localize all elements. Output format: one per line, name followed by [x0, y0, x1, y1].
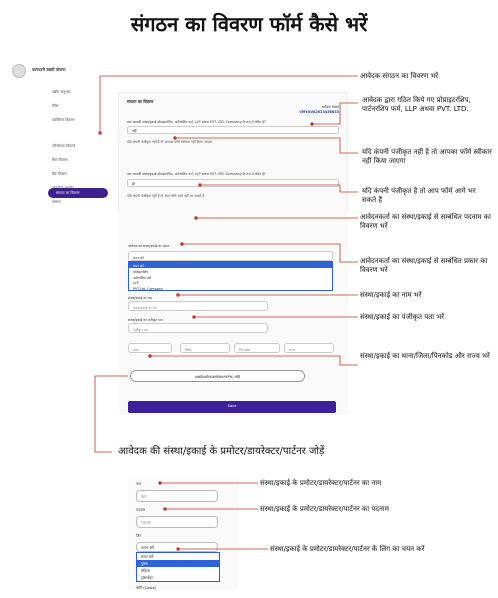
annotation-not-registered: यदि कंपनी पंजीकृत नहीं है तो आपका फॉर्म स्वीकार नहीं किया जाएगा — [362, 148, 492, 165]
annotation-promoter-designation: संस्था/इकाई के प्रमोटर/डायरेक्टर/पार्टनर का पदनाम — [260, 505, 389, 513]
entity-type-option[interactable]: पार्टनरशिप फर्म — [133, 276, 152, 280]
entity-type-option[interactable]: चयन करें — [129, 262, 332, 268]
entity-type-option[interactable]: प्रोप्राइटरशिप — [133, 270, 149, 274]
entity-type-option[interactable]: LLP — [133, 281, 139, 285]
entity-type-select[interactable]: चयन करें — [128, 251, 333, 261]
annotation-entity-type: आवेदनकर्ता का संस्था/इकाई से सम्बंधित प्रकार का विवरण भरें — [360, 257, 488, 274]
q1-select[interactable]: नहीं — [127, 126, 339, 134]
add-promoter-button[interactable]: इकाई(प्रमोटर/डायरेक्टर/पार्टनर) जोड़ें — [130, 370, 305, 382]
promoter-designation-input[interactable]: पदनाम — [136, 516, 218, 528]
q2-select[interactable]: हाँ — [127, 179, 339, 187]
application-number: आवेदक संख्या CMYUVA2023456833 — [299, 105, 339, 114]
promoter-section-title: आवेदक की संस्था/इकाई के प्रमोटर/डायरेक्टर/पार्टनर जोड़ें — [118, 446, 325, 457]
address-input[interactable]: पंजीकृत पता — [128, 323, 268, 333]
sidebar-item[interactable]: उद्योग अनुभाग — [52, 90, 71, 94]
entity-type-option[interactable]: PVT.Ltd. Company — [133, 287, 163, 291]
annotation-location: संस्था/इकाई का थाना/जिला/पिनकोड और राज्य भरें — [360, 352, 490, 360]
sidebar-item[interactable]: परियोजना विवरण — [52, 144, 76, 148]
gender-option[interactable]: ट्रांसजेंडर — [141, 575, 153, 580]
q2-note: यदि कंपनी पंजीकृत नहीं है तो आप फॉर्म आगे नहीं भर सकते हैं — [127, 194, 205, 198]
promoter-name-label: नाम — [136, 482, 142, 486]
police-station-input[interactable]: थाना — [128, 343, 172, 353]
annotation-address: संस्था/इकाई का पंजीकृत पता भरें — [360, 313, 445, 321]
org-name-label: संस्था/इकाई का नाम — [128, 296, 153, 300]
org-name-input[interactable]: संस्था/इकाई का नाम — [128, 301, 268, 311]
page-title: संगठन का विवरण फॉर्म कैसे भरें — [130, 12, 368, 36]
promoter-gender-select[interactable]: चयन करें — [136, 542, 218, 552]
sidebar-item[interactable]: घोषणा — [52, 200, 61, 204]
pin-input[interactable]: पिन कोड — [234, 343, 280, 353]
address-label: संस्था/इकाई का पंजीकृत पता — [128, 318, 163, 322]
sidebar-item-active[interactable]: संगठन का विवरण — [48, 188, 108, 198]
gender-option[interactable]: महिला — [141, 568, 150, 573]
q2-label: क्या आपकी संस्था/इकाई प्रोप्राइटरशिप, पार्टनरशिप फर्म, LLP अथवा PVT. LTD. Company के रूप में गठित है? — [127, 172, 266, 176]
sidebar-item[interactable]: बैंक विवरण — [52, 172, 67, 176]
state-input[interactable]: राज्य — [284, 343, 334, 353]
annotation-org-details: आवेदक संगठन का विवरण भरें — [360, 72, 439, 80]
sidebar-brand: फायदानी उद्यमी योजना — [32, 67, 66, 72]
save-button[interactable]: Save — [128, 401, 336, 413]
promoter-gender-label: लिंग — [136, 534, 142, 538]
annotation-registered: यदि कंपनी पंजीकृत है तो आप फॉर्म आगे भर सकते हैं — [362, 187, 476, 204]
gender-option[interactable]: चयन करें — [141, 554, 154, 559]
promoter-category-label: श्रेणी (Caste) — [136, 586, 157, 590]
district-select[interactable]: जिला — [180, 343, 230, 353]
annotation-entity-formed: आवेदक द्वारा गठित किये गए प्रोप्राइटरशिप, पार्टनरशिप फर्म, LLP अथवा PVT. LTD. — [362, 96, 471, 113]
gender-option[interactable]: पुरुष — [137, 560, 219, 567]
annotation-promoter-gender: संस्था/इकाई के प्रमोटर/डायरेक्टर/पार्टनर के लिंग का चयन करें — [270, 545, 425, 553]
form-heading: संगठन का विवरण — [127, 99, 154, 104]
sidebar-item[interactable]: दस्तावेज़ अपलोड — [52, 186, 75, 190]
q1-label: क्या आपकी संस्था/इकाई प्रोप्राइटरशिप, पार्टनरशिप फर्म, LLP अथवा PVT. LTD. Company के रूप में गठित है? — [127, 120, 266, 124]
sidebar-item[interactable]: वित्त विवरण — [52, 158, 68, 162]
q1-note: यदि कंपनी पंजीकृत नहीं है तो आपका फॉर्म स्वीकार नहीं किया जाएगा — [127, 140, 213, 144]
entity-type-label: आवेदक का संस्था/इकाई का प्रकार — [128, 244, 170, 248]
sidebar-item[interactable]: निधि — [52, 104, 59, 108]
annotation-designation: आवेदनकर्ता का संस्था/इकाई से सम्बंधित पदनाम का विवरण भरें — [360, 213, 491, 230]
sidebar-item[interactable]: व्यक्तिगत विवरण — [52, 118, 75, 122]
annotation-promoter-name: संस्था/इकाई के प्रमोटर/डायरेक्टर/पार्टनर का नाम — [260, 479, 382, 487]
annotation-org-name: संस्था/इकाई का नाम भरें — [360, 291, 422, 299]
promoter-name-input[interactable]: नाम — [136, 490, 218, 502]
promoter-designation-label: पदनाम — [136, 508, 146, 512]
